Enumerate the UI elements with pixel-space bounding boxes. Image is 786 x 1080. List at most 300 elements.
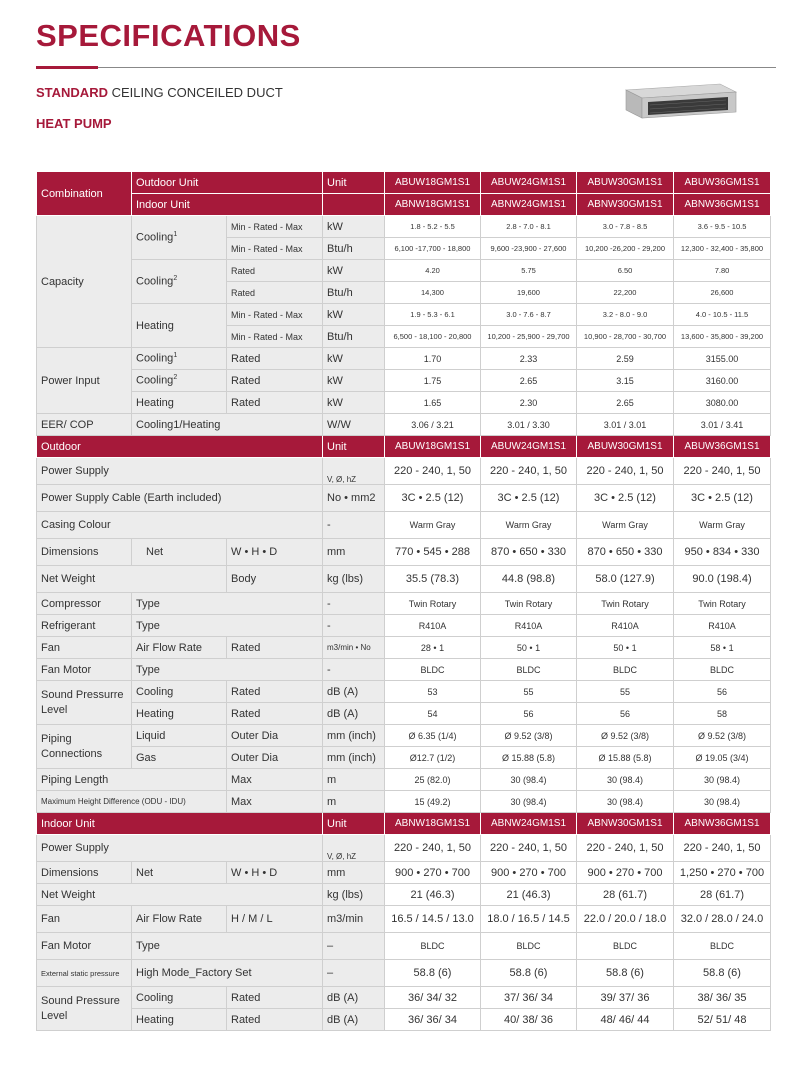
row-label: Sound Pressure Level: [37, 987, 132, 1031]
value-cell: Ø 9.52 (3/8): [674, 725, 771, 747]
row-label: Power Supply: [37, 458, 323, 485]
condition-label: Max: [227, 769, 323, 791]
power-cooling2-label: Cooling$^2$: [132, 370, 227, 392]
value-cell: 900 • 270 • 700: [385, 862, 481, 884]
table-row: [37, 370, 771, 392]
table-row: [37, 485, 771, 512]
value-cell: 1.75: [385, 370, 481, 392]
value-cell: 54: [385, 703, 481, 725]
sub-label: High Mode_Factory Set: [132, 960, 323, 987]
unit-label: dB (A): [323, 681, 385, 703]
value-cell: 3.6 - 9.5 - 10.5: [674, 216, 771, 238]
value-cell: 3.01 / 3.41: [674, 414, 771, 436]
model-cell: ABUW24GM1S1: [481, 436, 577, 458]
value-cell: 3C • 2.5 (12): [481, 485, 577, 512]
value-cell: 14,300: [385, 282, 481, 304]
sub-label: Type: [132, 593, 323, 615]
value-cell: 220 - 240, 1, 50: [481, 835, 577, 862]
value-cell: 50 • 1: [481, 637, 577, 659]
value-cell: 22.0 / 20.0 / 18.0: [577, 906, 674, 933]
model-cell: ABUW18GM1S1: [385, 172, 481, 194]
value-cell: 1.9 - 5.3 - 6.1: [385, 304, 481, 326]
row-label: Power Supply: [37, 835, 323, 862]
table-row: [37, 933, 771, 960]
table-row: [37, 566, 771, 593]
value-cell: 21 (46.3): [385, 884, 481, 906]
value-cell: 44.8 (98.8): [481, 566, 577, 593]
value-cell: 3.2 - 8.0 - 9.0: [577, 304, 674, 326]
subtitle-bold: STANDARD: [36, 85, 108, 100]
unit-label: -: [323, 659, 385, 681]
unit-label: mm (inch): [323, 725, 385, 747]
value-cell: 3.06 / 3.21: [385, 414, 481, 436]
model-cell: ABNW30GM1S1: [577, 194, 674, 216]
model-cell: ABUW36GM1S1: [674, 172, 771, 194]
value-cell: 56: [674, 681, 771, 703]
table-row: [37, 769, 771, 791]
value-cell: 2.33: [481, 348, 577, 370]
value-cell: Twin Rotary: [481, 593, 577, 615]
unit-label: dB (A): [323, 987, 385, 1009]
value-cell: 53: [385, 681, 481, 703]
value-cell: 220 - 240, 1, 50: [385, 835, 481, 862]
table-row: [37, 791, 771, 813]
value-cell: 21 (46.3): [481, 884, 577, 906]
table-row: [37, 906, 771, 933]
value-cell: 16.5 / 14.5 / 13.0: [385, 906, 481, 933]
value-cell: BLDC: [577, 659, 674, 681]
unit-label: m3/min: [323, 906, 385, 933]
row-label: Power Supply Cable (Earth included): [37, 485, 323, 512]
value-cell: 4.20: [385, 260, 481, 282]
value-cell: 48/ 46/ 44: [577, 1009, 674, 1031]
spec-table: [36, 171, 771, 1031]
value-cell: 28 (61.7): [674, 884, 771, 906]
condition-label: Max: [227, 791, 323, 813]
combination-outdoor-row: [37, 172, 771, 194]
condition-label: Rated: [227, 637, 323, 659]
unit-label: Btu/h: [323, 238, 385, 260]
table-row: [37, 637, 771, 659]
capacity-label: Capacity: [37, 216, 132, 348]
table-row: [37, 1009, 771, 1031]
condition-label: Rated: [227, 348, 323, 370]
value-cell: 3C • 2.5 (12): [674, 485, 771, 512]
value-cell: 28 (61.7): [577, 884, 674, 906]
value-cell: 220 - 240, 1, 50: [577, 835, 674, 862]
model-cell: ABNW24GM1S1: [481, 194, 577, 216]
value-cell: 12,300 - 32,400 - 35,800: [674, 238, 771, 260]
table-row: [37, 392, 771, 414]
condition-label: Body: [227, 566, 323, 593]
value-cell: BLDC: [481, 933, 577, 960]
value-cell: Ø 9.52 (3/8): [481, 725, 577, 747]
value-cell: 52/ 51/ 48: [674, 1009, 771, 1031]
model-cell: ABNW18GM1S1: [385, 813, 481, 835]
row-label: Casing Colour: [37, 512, 323, 539]
value-cell: 220 - 240, 1, 50: [577, 458, 674, 485]
value-cell: 10,900 - 28,700 - 30,700: [577, 326, 674, 348]
row-label: Piping Length: [37, 769, 227, 791]
value-cell: 3.0 - 7.6 - 8.7: [481, 304, 577, 326]
value-cell: Ø 15.88 (5.8): [577, 747, 674, 769]
value-cell: 6,500 - 18,100 - 20,800: [385, 326, 481, 348]
value-cell: 2.8 - 7.0 - 8.1: [481, 216, 577, 238]
value-cell: 39/ 37/ 36: [577, 987, 674, 1009]
unit-label: -: [323, 512, 385, 539]
product-type: HEAT PUMP: [36, 116, 112, 131]
unit-label: m: [323, 791, 385, 813]
value-cell: 870 • 650 • 330: [481, 539, 577, 566]
value-cell: 30 (98.4): [577, 791, 674, 813]
table-row: [37, 681, 771, 703]
value-cell: BLDC: [385, 933, 481, 960]
unit-label: kW: [323, 348, 385, 370]
table-row: [37, 593, 771, 615]
value-cell: Ø 6.35 (1/4): [385, 725, 481, 747]
value-cell: 13,600 - 35,800 - 39,200: [674, 326, 771, 348]
model-cell: ABUW30GM1S1: [577, 172, 674, 194]
unit-label: dB (A): [323, 703, 385, 725]
unit-header: Unit: [323, 436, 385, 458]
title-rule: [36, 67, 776, 68]
combination-label: Combination: [37, 172, 132, 216]
condition-label: Rated: [227, 260, 323, 282]
page-title: SPECIFICATIONS: [36, 18, 301, 53]
value-cell: 3160.00: [674, 370, 771, 392]
table-row: [37, 615, 771, 637]
capacity-cooling2-label: Cooling$^2$: [132, 260, 227, 304]
value-cell: BLDC: [481, 659, 577, 681]
value-cell: 58: [674, 703, 771, 725]
table-row: [37, 348, 771, 370]
value-cell: Warm Gray: [674, 512, 771, 539]
value-cell: 18.0 / 16.5 / 14.5: [481, 906, 577, 933]
value-cell: Twin Rotary: [674, 593, 771, 615]
sub-label: Air Flow Rate: [132, 906, 227, 933]
value-cell: 58.0 (127.9): [577, 566, 674, 593]
condition-label: Min - Rated - Max: [227, 326, 323, 348]
unit-label: mm: [323, 862, 385, 884]
unit-header: Unit: [323, 813, 385, 835]
row-label: Dimensions: [37, 862, 132, 884]
value-cell: 58.8 (6): [385, 960, 481, 987]
table-row: [37, 987, 771, 1009]
duct-unit-image: [620, 80, 738, 122]
value-cell: 50 • 1: [577, 637, 674, 659]
unit-label: mm: [323, 539, 385, 566]
product-subtitle: [36, 85, 283, 100]
row-label: Fan Motor: [37, 933, 132, 960]
table-row: [37, 703, 771, 725]
model-cell: ABNW30GM1S1: [577, 813, 674, 835]
unit-label: No • mm2: [323, 485, 385, 512]
model-cell: ABNW36GM1S1: [674, 813, 771, 835]
value-cell: 950 • 834 • 330: [674, 539, 771, 566]
value-cell: Warm Gray: [481, 512, 577, 539]
value-cell: 220 - 240, 1, 50: [481, 458, 577, 485]
value-cell: 9,600 -23,900 - 27,600: [481, 238, 577, 260]
value-cell: 5.75: [481, 260, 577, 282]
condition-label: Outer Dia: [227, 725, 323, 747]
value-cell: 36/ 34/ 32: [385, 987, 481, 1009]
value-cell: 19,600: [481, 282, 577, 304]
value-cell: Ø12.7 (1/2): [385, 747, 481, 769]
condition-label: Min - Rated - Max: [227, 304, 323, 326]
row-label: Fan Motor: [37, 659, 132, 681]
value-cell: 56: [481, 703, 577, 725]
sub-label: Air Flow Rate: [132, 637, 227, 659]
value-cell: 770 • 545 • 288: [385, 539, 481, 566]
power-input-label: Power Input: [37, 348, 132, 414]
model-cell: ABNW36GM1S1: [674, 194, 771, 216]
condition-label: H / M / L: [227, 906, 323, 933]
condition-label: Rated: [227, 370, 323, 392]
unit-label: W/W: [323, 414, 385, 436]
value-cell: R410A: [481, 615, 577, 637]
value-cell: 3.01 / 3.30: [481, 414, 577, 436]
value-cell: Twin Rotary: [577, 593, 674, 615]
value-cell: 35.5 (78.3): [385, 566, 481, 593]
value-cell: 2.65: [577, 392, 674, 414]
unit-label: kW: [323, 370, 385, 392]
value-cell: R410A: [577, 615, 674, 637]
condition-label: Rated: [227, 681, 323, 703]
value-cell: 56: [577, 703, 674, 725]
table-row: [37, 458, 771, 485]
sub-label: Gas: [132, 747, 227, 769]
condition-label: W • H • D: [227, 862, 323, 884]
value-cell: 870 • 650 • 330: [577, 539, 674, 566]
value-cell: 40/ 38/ 36: [481, 1009, 577, 1031]
value-cell: 90.0 (198.4): [674, 566, 771, 593]
value-cell: 3.0 - 7.8 - 8.5: [577, 216, 674, 238]
table-row: [37, 725, 771, 747]
unit-label: kW: [323, 260, 385, 282]
unit-label: -: [323, 615, 385, 637]
title-rule-accent: [36, 66, 98, 69]
value-cell: 10,200 - 25,900 - 29,700: [481, 326, 577, 348]
unit-label: m3/min • No: [323, 637, 385, 659]
combination-indoor-row: [37, 194, 771, 216]
value-cell: 220 - 240, 1, 50: [674, 458, 771, 485]
value-cell: 220 - 240, 1, 50: [385, 458, 481, 485]
value-cell: 3C • 2.5 (12): [385, 485, 481, 512]
unit-header-blank: [323, 194, 385, 216]
row-label: Fan: [37, 637, 132, 659]
row-label: Piping Connections: [37, 725, 132, 769]
value-cell: 2.30: [481, 392, 577, 414]
sub-label: Heating: [132, 1009, 227, 1031]
value-cell: 58.8 (6): [481, 960, 577, 987]
value-cell: 10,200 -26,200 - 29,200: [577, 238, 674, 260]
value-cell: 55: [481, 681, 577, 703]
condition-label: Min - Rated - Max: [227, 216, 323, 238]
value-cell: 55: [577, 681, 674, 703]
unit-label: Btu/h: [323, 326, 385, 348]
value-cell: 4.0 - 10.5 - 11.5: [674, 304, 771, 326]
table-row: [37, 835, 771, 862]
value-cell: Ø 15.88 (5.8): [481, 747, 577, 769]
value-cell: R410A: [385, 615, 481, 637]
row-label: Fan: [37, 906, 132, 933]
unit-label: –: [323, 960, 385, 987]
condition-label: Rated: [227, 392, 323, 414]
condition-label: Rated: [227, 282, 323, 304]
condition-label: Rated: [227, 703, 323, 725]
table-row: [37, 960, 771, 987]
table-row: [37, 216, 771, 238]
value-cell: 36/ 36/ 34: [385, 1009, 481, 1031]
eer-type: Cooling1/Heating: [132, 414, 323, 436]
sub-label: Net: [132, 539, 227, 566]
value-cell: BLDC: [674, 659, 771, 681]
value-cell: 30 (98.4): [674, 791, 771, 813]
unit-label: Btu/h: [323, 282, 385, 304]
model-cell: ABNW18GM1S1: [385, 194, 481, 216]
value-cell: 1.8 - 5.2 - 5.5: [385, 216, 481, 238]
condition-label: W • H • D: [227, 539, 323, 566]
sub-label: Type: [132, 933, 323, 960]
unit-label: V, Ø, hZ: [323, 835, 385, 862]
row-label: Maximum Height Difference (ODU - IDU): [37, 791, 227, 813]
unit-label: kg (lbs): [323, 884, 385, 906]
sub-label: Heating: [132, 703, 227, 725]
sub-label: Cooling: [132, 681, 227, 703]
unit-label: mm (inch): [323, 747, 385, 769]
value-cell: 26,600: [674, 282, 771, 304]
row-label: Net Weight: [37, 566, 227, 593]
value-cell: Warm Gray: [577, 512, 674, 539]
table-row: [37, 862, 771, 884]
value-cell: 220 - 240, 1, 50: [674, 835, 771, 862]
row-label: Net Weight: [37, 884, 323, 906]
value-cell: 3C • 2.5 (12): [577, 485, 674, 512]
table-row: [37, 884, 771, 906]
sub-label: Net: [132, 862, 227, 884]
value-cell: 22,200: [577, 282, 674, 304]
value-cell: 25 (82.0): [385, 769, 481, 791]
model-cell: ABUW18GM1S1: [385, 436, 481, 458]
unit-label: kW: [323, 304, 385, 326]
unit-label: m: [323, 769, 385, 791]
unit-label: kW: [323, 392, 385, 414]
row-label: Dimensions: [37, 539, 132, 566]
capacity-heating-label: Heating: [132, 304, 227, 348]
unit-label: kg (lbs): [323, 566, 385, 593]
value-cell: 15 (49.2): [385, 791, 481, 813]
condition-label: Rated: [227, 987, 323, 1009]
value-cell: 3155.00: [674, 348, 771, 370]
power-cooling1-label: Cooling$^1$: [132, 348, 227, 370]
outdoor-header-row: [37, 436, 771, 458]
table-row: [37, 414, 771, 436]
unit-label: dB (A): [323, 1009, 385, 1031]
value-cell: 58 • 1: [674, 637, 771, 659]
capacity-cooling1-label: Cooling$^1$: [132, 216, 227, 260]
value-cell: Twin Rotary: [385, 593, 481, 615]
value-cell: Ø 19.05 (3/4): [674, 747, 771, 769]
sub-label: Type: [132, 659, 323, 681]
model-cell: ABNW24GM1S1: [481, 813, 577, 835]
value-cell: 2.59: [577, 348, 674, 370]
value-cell: Ø 9.52 (3/8): [577, 725, 674, 747]
subtitle-rest: CEILING CONCEILED DUCT: [107, 85, 283, 100]
table-row: [37, 304, 771, 326]
eer-label: EER/ COP: [37, 414, 132, 436]
unit-label: -: [323, 593, 385, 615]
table-row: [37, 512, 771, 539]
unit-label: kW: [323, 216, 385, 238]
outdoor-section-header: Outdoor: [37, 436, 323, 458]
value-cell: 58.8 (6): [577, 960, 674, 987]
condition-label: Outer Dia: [227, 747, 323, 769]
value-cell: 32.0 / 28.0 / 24.0: [674, 906, 771, 933]
value-cell: 1.70: [385, 348, 481, 370]
sub-label: Cooling: [132, 987, 227, 1009]
row-label: External static pressure: [37, 960, 132, 987]
value-cell: 30 (98.4): [481, 769, 577, 791]
row-label: Compressor: [37, 593, 132, 615]
table-row: [37, 539, 771, 566]
value-cell: Warm Gray: [385, 512, 481, 539]
unit-label: –: [323, 933, 385, 960]
value-cell: 7.80: [674, 260, 771, 282]
value-cell: 37/ 36/ 34: [481, 987, 577, 1009]
value-cell: 28 • 1: [385, 637, 481, 659]
unit-label: V, Ø, hZ: [323, 458, 385, 485]
value-cell: 900 • 270 • 700: [577, 862, 674, 884]
power-heating-label: Heating: [132, 392, 227, 414]
value-cell: 2.65: [481, 370, 577, 392]
model-cell: ABUW24GM1S1: [481, 172, 577, 194]
table-row: [37, 260, 771, 282]
value-cell: 6.50: [577, 260, 674, 282]
value-cell: 3080.00: [674, 392, 771, 414]
value-cell: 6,100 -17,700 - 18,800: [385, 238, 481, 260]
value-cell: 900 • 270 • 700: [481, 862, 577, 884]
table-row: [37, 659, 771, 681]
value-cell: BLDC: [577, 933, 674, 960]
value-cell: 30 (98.4): [481, 791, 577, 813]
value-cell: BLDC: [674, 933, 771, 960]
value-cell: 1,250 • 270 • 700: [674, 862, 771, 884]
indoor-unit-label: Indoor Unit: [132, 194, 323, 216]
value-cell: 3.01 / 3.01: [577, 414, 674, 436]
value-cell: 1.65: [385, 392, 481, 414]
value-cell: BLDC: [385, 659, 481, 681]
value-cell: 30 (98.4): [577, 769, 674, 791]
row-label: Sound Pressurre Level: [37, 681, 132, 725]
sub-label: Type: [132, 615, 323, 637]
model-cell: ABUW30GM1S1: [577, 436, 674, 458]
value-cell: 30 (98.4): [674, 769, 771, 791]
sub-label: Liquid: [132, 725, 227, 747]
value-cell: R410A: [674, 615, 771, 637]
outdoor-unit-label: Outdoor Unit: [132, 172, 323, 194]
value-cell: 3.15: [577, 370, 674, 392]
table-row: [37, 747, 771, 769]
row-label: Refrigerant: [37, 615, 132, 637]
indoor-header-row: [37, 813, 771, 835]
value-cell: 58.8 (6): [674, 960, 771, 987]
model-cell: ABUW36GM1S1: [674, 436, 771, 458]
indoor-section-header: Indoor Unit: [37, 813, 323, 835]
unit-header: Unit: [323, 172, 385, 194]
value-cell: 38/ 36/ 35: [674, 987, 771, 1009]
condition-label: Min - Rated - Max: [227, 238, 323, 260]
condition-label: Rated: [227, 1009, 323, 1031]
